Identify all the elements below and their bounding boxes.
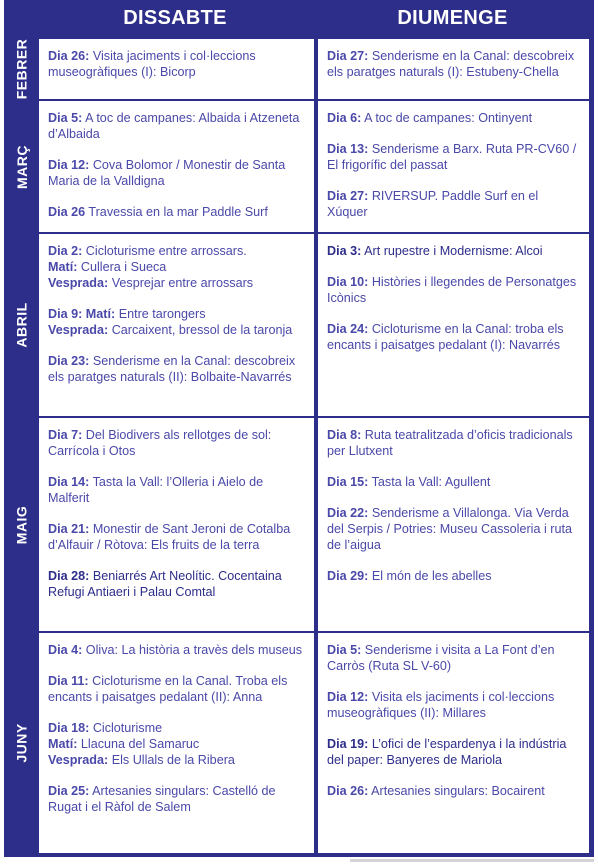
activity-description: Tasta la Vall: l’Olleria i Aielo de Malferit <box>48 475 264 505</box>
activity-line <box>48 275 306 291</box>
activity-description: Carcaixent, bressol de la taronja <box>111 323 293 337</box>
activity-date-label: Dia 7: <box>48 428 83 442</box>
month-name: FEBRER <box>13 38 30 100</box>
activity-entry <box>327 274 581 306</box>
activity-entry <box>48 568 306 600</box>
activity-date-label: Dia 12: <box>48 158 90 172</box>
activity-date-label: Vesprada: <box>48 276 109 290</box>
activity-line <box>327 474 581 490</box>
activity-date-label: Dia 4: <box>48 643 83 657</box>
activity-date-label: Dia 15: <box>327 475 369 489</box>
activity-line <box>48 783 306 815</box>
activity-entry <box>327 243 581 259</box>
activity-line <box>48 48 306 80</box>
activity-date-label: Matí: <box>48 260 78 274</box>
activity-description: Ruta teatralitzada d’oficis tradicionals per Llutxent <box>327 428 573 458</box>
activity-line <box>327 783 581 799</box>
activity-description: Cicloturisme entre arrossars. <box>85 244 247 258</box>
activity-description: Vesprejar entre arrossars <box>111 276 254 290</box>
month-name: JUNY <box>13 723 30 763</box>
activity-date-label: Dia 3: <box>327 244 362 258</box>
activity-date-label: Dia 11: <box>48 674 89 688</box>
activity-entry <box>327 568 581 584</box>
activity-date-label: Dia 12: <box>327 690 369 704</box>
header-saturday: DISSABTE <box>123 7 227 29</box>
activity-line <box>327 505 581 553</box>
activity-entry <box>48 673 306 705</box>
activity-description: Art rupestre i Modernisme: Alcoi <box>364 244 543 258</box>
activity-line <box>327 321 581 353</box>
activity-date-label: Dia 23: <box>48 354 90 368</box>
activity-description: Els Ullals de la Ribera <box>111 753 235 767</box>
activity-date-label: Dia 25: <box>48 784 90 798</box>
activity-entry <box>48 353 306 385</box>
activity-entry <box>48 474 306 506</box>
saturday-cell-4 <box>39 633 314 853</box>
saturday-cell-3 <box>39 418 314 631</box>
month-label-0 <box>4 39 39 99</box>
month-name: ABRIL <box>13 302 30 348</box>
activity-date-label: Dia 28: <box>48 569 90 583</box>
activity-line <box>48 427 306 459</box>
activity-line <box>327 689 581 721</box>
activity-description: Travessia en la mar Paddle Surf <box>88 205 268 219</box>
activity-line <box>48 720 306 736</box>
sunday-cell-4 <box>318 633 589 853</box>
activity-description: Senderisme a Barx. Ruta PR-CV60 / El frigorífic del passat <box>327 142 577 172</box>
activity-line <box>48 673 306 705</box>
activity-description: Tasta la Vall: Agullent <box>371 475 491 489</box>
activity-date-label: Dia 26: <box>327 784 369 798</box>
activity-date-label: Matí: <box>48 737 78 751</box>
activity-description: Històries i llegendes de Personatges Icònics <box>327 275 577 305</box>
activity-entry <box>48 48 306 80</box>
activity-entry <box>327 783 581 799</box>
activity-entry <box>327 642 581 674</box>
activity-line <box>48 521 306 553</box>
activity-date-label: Dia 26 <box>48 205 86 219</box>
month-label-4 <box>4 633 39 853</box>
activity-date-label: Vesprada: <box>48 753 109 767</box>
activity-description: Cullera i Sueca <box>80 260 167 274</box>
activity-entry <box>48 204 306 220</box>
activity-date-label: Dia 5: <box>327 643 362 657</box>
activity-description: Senderisme a Villalonga. Via Verda del Serpis / Potries: Museu Cassoleria i ruta de l’aigua <box>327 506 572 552</box>
activity-entry <box>327 321 581 353</box>
activity-date-label: Dia 26: <box>48 49 90 63</box>
activity-description: L’ofici de l’espardenya i la indústria del paper: Banyeres de Mariola <box>327 737 567 767</box>
activity-description: Del Biodivers als rellotges de sol: Carrícola i Otos <box>48 428 272 458</box>
activity-description: Llacuna del Samaruc <box>80 737 200 751</box>
activity-line <box>48 642 306 658</box>
activity-entry <box>327 736 581 768</box>
activity-date-label: Dia 14: <box>48 475 90 489</box>
activity-date-label: Dia 18: <box>48 721 90 735</box>
table-header <box>4 0 594 37</box>
activity-date-label: Dia 9: Matí: <box>48 307 116 321</box>
activity-date-label: Dia 27: <box>327 49 369 63</box>
activity-entry <box>327 427 581 459</box>
activity-line <box>327 642 581 674</box>
activity-entry <box>48 427 306 459</box>
sunday-cell-1 <box>318 101 589 232</box>
activity-line <box>48 259 306 275</box>
activity-entry <box>327 474 581 490</box>
activity-date-label: Dia 8: <box>327 428 362 442</box>
activity-description: A toc de campanes: Ontinyent <box>364 111 533 125</box>
activity-entry <box>327 110 581 126</box>
activity-entry <box>48 783 306 815</box>
header-sunday: DIUMENGE <box>397 7 508 29</box>
activity-line <box>48 474 306 506</box>
activity-date-label: Dia 19: <box>327 737 369 751</box>
activity-description: Oliva: La història a travès dels museus <box>85 643 303 657</box>
activity-entry <box>48 243 306 291</box>
activity-date-label: Dia 27: <box>327 189 369 203</box>
month-name: MARÇ <box>13 144 30 189</box>
activity-line <box>327 243 581 259</box>
sunday-cell-3 <box>318 418 589 631</box>
activity-description: Cicloturisme en la Canal. Troba els encants i paisatges pedalant (II): Anna <box>48 674 288 704</box>
activity-description: Monestir de Sant Jeroni de Cotalba d’Alfauir / Ròtova: Els fruits de la terra <box>48 522 291 552</box>
activity-line <box>327 274 581 306</box>
activity-line <box>48 110 306 142</box>
saturday-cell-1 <box>39 101 314 232</box>
activity-entry <box>48 306 306 338</box>
activity-entry <box>48 157 306 189</box>
activity-date-label: Dia 10: <box>327 275 369 289</box>
activity-line <box>48 752 306 768</box>
activity-date-label: Dia 29: <box>327 569 369 583</box>
activity-line <box>48 306 306 322</box>
activity-line <box>48 204 306 220</box>
activity-date-label: Vesprada: <box>48 323 109 337</box>
activity-entry <box>327 48 581 80</box>
activity-date-label: Dia 5: <box>48 111 83 125</box>
activity-date-label: Dia 2: <box>48 244 83 258</box>
calendar-table <box>4 0 594 857</box>
activity-description: Senderisme en la Canal: descobreix els paratges naturals (I): Estubeny-Chella <box>327 49 575 79</box>
activity-entry <box>327 689 581 721</box>
activity-description: A toc de campanes: Albaida i Atzeneta d’Albaida <box>48 111 300 141</box>
activity-description: RIVERSUP. Paddle Surf en el Xúquer <box>327 189 539 219</box>
activity-entry <box>48 642 306 658</box>
month-name: MAIG <box>13 505 30 544</box>
activity-entry <box>327 188 581 220</box>
month-label-3 <box>4 418 39 631</box>
month-label-1 <box>4 101 39 232</box>
activity-date-label: Dia 13: <box>327 142 369 156</box>
sunday-cell-0 <box>318 39 589 99</box>
activity-description: Artesanies singulars: Bocairent <box>371 784 545 798</box>
activity-line <box>327 141 581 173</box>
activity-description: Beniarrés Art Neolític. Cocentaina Refugi Antiaeri i Palau Comtal <box>48 569 282 599</box>
activity-entry <box>327 505 581 553</box>
activity-date-label: Dia 21: <box>48 522 90 536</box>
activity-line <box>327 110 581 126</box>
activity-line <box>327 188 581 220</box>
activity-description: Cicloturisme en la Canal: troba els encants i paisatges pedalant (I): Navarrés <box>327 322 564 352</box>
activity-date-label: Dia 24: <box>327 322 369 336</box>
activity-entry <box>48 110 306 142</box>
activity-description: Artesanies singulars: Castelló de Rugat i el Ràfol de Salem <box>48 784 276 814</box>
activity-description: Senderisme en la Canal: descobreix els paratges naturals (II): Bolbaite-Navarrés <box>48 354 296 384</box>
bottom-divider <box>350 859 594 862</box>
activity-line <box>327 48 581 80</box>
activity-description: Senderisme i visita a La Font d’en Carròs (Ruta SL V-60) <box>327 643 555 673</box>
activity-description: Visita jaciments i col·leccions museogràfiques (I): Bicorp <box>48 49 256 79</box>
activity-description: Cova Bolomor / Monestir de Santa Maria de la Valldigna <box>48 158 286 188</box>
activity-line <box>327 427 581 459</box>
activity-line <box>48 736 306 752</box>
activity-entry <box>327 141 581 173</box>
activity-description: Cicloturisme <box>92 721 163 735</box>
saturday-cell-0 <box>39 39 314 99</box>
activity-line <box>48 568 306 600</box>
saturday-cell-2 <box>39 234 314 416</box>
activity-description: El món de les abelles <box>371 569 492 583</box>
activity-description: Entre tarongers <box>118 307 206 321</box>
activity-date-label: Dia 22: <box>327 506 369 520</box>
activity-line <box>48 243 306 259</box>
month-label-2 <box>4 234 39 416</box>
activity-line <box>327 736 581 768</box>
activity-line <box>48 322 306 338</box>
sunday-cell-2 <box>318 234 589 416</box>
activity-line <box>327 568 581 584</box>
activity-line <box>48 157 306 189</box>
activity-entry <box>48 521 306 553</box>
activity-date-label: Dia 6: <box>327 111 362 125</box>
activity-description: Visita els jaciments i col·leccions museogràfiques (II): Millares <box>327 690 555 720</box>
activity-line <box>48 353 306 385</box>
activity-entry <box>48 720 306 768</box>
